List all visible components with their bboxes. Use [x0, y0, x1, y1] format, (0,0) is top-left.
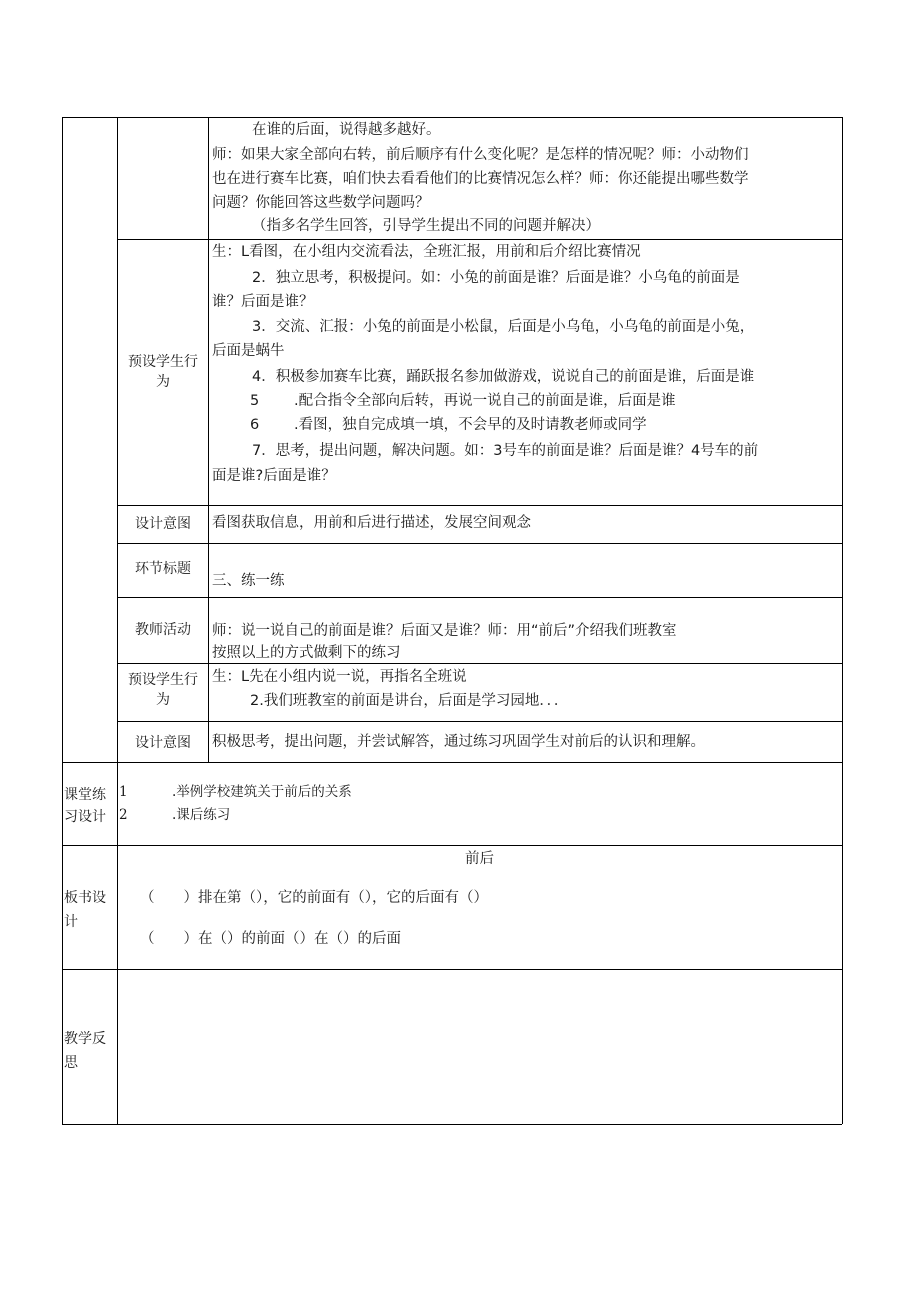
content-line: .看图，独自完成填一填，不会早的及时请教老师或同学 [294, 417, 647, 433]
row-divider [117, 597, 842, 598]
label-line: 教学反 [64, 1031, 106, 1047]
blackboard-title: 前后 [465, 851, 494, 867]
content-line: （指多名学生回答，引导学生提出不同的问题并解决） [252, 218, 600, 234]
table-border-left [62, 117, 63, 1124]
item-number: 6 [250, 417, 260, 433]
blackboard-design-label [63, 886, 118, 934]
content-line: 师：如果大家全部向右转，前后顺序有什么变化呢？是怎样的情况呢？师：小动物们 [212, 147, 749, 163]
label-line: 习设计 [64, 809, 106, 825]
row-divider [62, 762, 842, 763]
exercise-number: 2 [119, 807, 128, 823]
row-divider [117, 663, 842, 664]
content-line: 问题？你能回答这些数学问题吗？ [212, 195, 430, 211]
label-line: 计 [64, 914, 78, 930]
design-intent-content: 看图获取信息，用前和后进行描述，发展空间观念 [212, 515, 531, 531]
label-line: 为 [156, 374, 170, 390]
row-divider [117, 721, 842, 722]
teacher-activity-label: 教师活动 [135, 622, 191, 638]
student-behavior-line: 生：L先在小组内说一说，再指名全班说 [212, 669, 467, 685]
row-divider [117, 543, 842, 544]
design-intent-label: 设计意图 [135, 516, 191, 532]
teaching-reflection-content [118, 970, 841, 1123]
content-line: 后面是蜗牛 [212, 343, 285, 359]
table-border-right [842, 117, 843, 1124]
label-line: 为 [156, 692, 170, 708]
student-behavior-label [118, 352, 208, 392]
section-title-label: 环节标题 [135, 561, 191, 577]
design-intent-label: 设计意图 [135, 735, 191, 751]
table-border-bottom [62, 1124, 842, 1125]
label-line: 课堂练 [64, 787, 106, 803]
content-line: 在谁的后面，说得越多越好。 [252, 122, 441, 138]
classroom-exercise-label [63, 784, 118, 828]
exercise-item: .课后练习 [172, 807, 231, 823]
label-line: 预设学生行 [128, 672, 198, 688]
content-line: 3．交流、汇报：小兔的前面是小松鼠，后面是小乌龟，小乌龟的前面是小兔， [252, 319, 755, 335]
row-divider [117, 239, 842, 240]
exercise-item: .举例学校建筑关于前后的关系 [172, 784, 352, 800]
content-line: 生：L看图，在小组内交流看法，全班汇报，用前和后介绍比赛情况 [212, 244, 641, 260]
content-line: 2．独立思考，积极提问。如：小兔的前面是谁？后面是谁？小乌龟的前面是 [252, 270, 740, 286]
content-line: 面是谁?后面是谁？ [212, 468, 336, 484]
content-line: 7．思考，提出问题，解决问题。如：3号车的前面是谁？后面是谁？4号车的前 [252, 443, 759, 459]
row-divider [117, 505, 842, 506]
teaching-reflection-label [63, 1027, 118, 1075]
student-behavior-line: 2.我们班教室的前面是讲台，后面是学习园地．．． [250, 693, 569, 709]
section-title-content: 三、练一练 [212, 573, 285, 589]
column-divider [208, 117, 209, 762]
teacher-activity-line: 按照以上的方式做剩下的练习 [212, 645, 401, 661]
content-line: 4．积极参加赛车比赛，踊跃报名参加做游戏，说说自己的前面是谁，后面是谁 [252, 369, 755, 385]
label-line: 预设学生行 [128, 354, 198, 370]
item-number: 5 [250, 393, 260, 409]
exercise-number: 1 [119, 784, 128, 800]
table-border-top [62, 117, 842, 118]
design-intent-content: 积极思考，提出问题，并尝试解答，通过练习巩固学生对前后的认识和理解。 [212, 734, 705, 750]
content-line: .配合指令全部向后转，再说一说自己的前面是谁，后面是谁 [294, 393, 676, 409]
teacher-activity-line: 师：说一说自己的前面是谁？后面又是谁？师：用“前后”介绍我们班教室 [212, 623, 677, 639]
label-line: 思 [64, 1055, 78, 1071]
content-line: 也在进行赛车比赛，咱们快去看看他们的比赛情况怎么样？师：你还能提出哪些数学 [212, 171, 749, 187]
row-divider [62, 845, 842, 846]
blackboard-line: （ ）在（）的前面（）在（）的后面 [140, 931, 401, 947]
blackboard-line: （ ）排在第（），它的前面有（），它的后面有（） [140, 890, 488, 906]
student-behavior-label [118, 670, 208, 710]
content-line: 谁？后面是谁？ [212, 294, 314, 310]
label-line: 板书设 [64, 890, 106, 906]
